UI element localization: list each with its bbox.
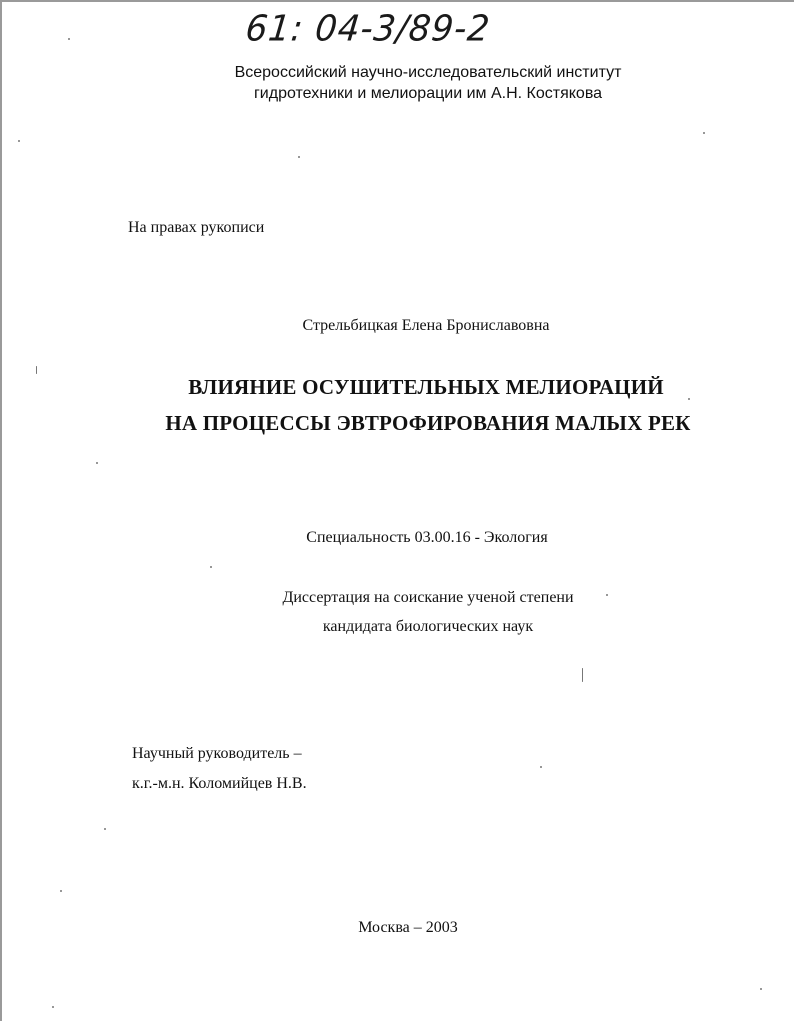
- place-and-year: Москва – 2003: [358, 919, 458, 936]
- rights-notice: На правах рукописи: [128, 219, 265, 236]
- scan-speck: [688, 398, 690, 400]
- specialty: Специальность 03.00.16 - Экология: [306, 529, 548, 546]
- scan-edge-top: [0, 0, 794, 2]
- scan-speck: [582, 668, 583, 682]
- supervisor-name: к.г.-м.н. Коломийцев Н.В.: [132, 775, 307, 792]
- title-line-2: НА ПРОЦЕССЫ ЭВТРОФИРОВАНИЯ МАЛЫХ РЕК: [165, 411, 691, 435]
- handwritten-archive-code: 61: 04-3/89-2: [243, 8, 493, 50]
- scan-speck: [298, 156, 300, 158]
- scan-speck: [68, 38, 70, 40]
- scan-speck: [210, 566, 212, 568]
- scan-speck: [703, 132, 705, 134]
- scan-speck: [104, 828, 106, 830]
- scan-speck: [540, 766, 542, 768]
- title-line-1: ВЛИЯНИЕ ОСУШИТЕЛЬНЫХ МЕЛИОРАЦИЙ: [188, 375, 664, 399]
- scan-speck: [96, 462, 98, 464]
- institution-line-2: гидротехники и мелиорации им А.Н. Костякова: [253, 85, 603, 102]
- dissertation-line-1: Диссертация на соискание ученой степени: [282, 589, 574, 606]
- institution-line-1: Всероссийский научно-исследовательский институт: [234, 64, 622, 81]
- scan-speck: [18, 140, 20, 142]
- scan-edge-left: [0, 0, 2, 1021]
- scan-speck: [36, 366, 37, 374]
- scan-speck: [760, 988, 762, 990]
- scan-speck: [606, 594, 608, 596]
- supervisor-label: Научный руководитель –: [132, 745, 302, 762]
- scan-speck: [52, 1006, 54, 1008]
- dissertation-line-2: кандидата биологических наук: [322, 618, 534, 635]
- author-name: Стрельбицкая Елена Брониславовна: [302, 317, 550, 334]
- scan-speck: [60, 890, 62, 892]
